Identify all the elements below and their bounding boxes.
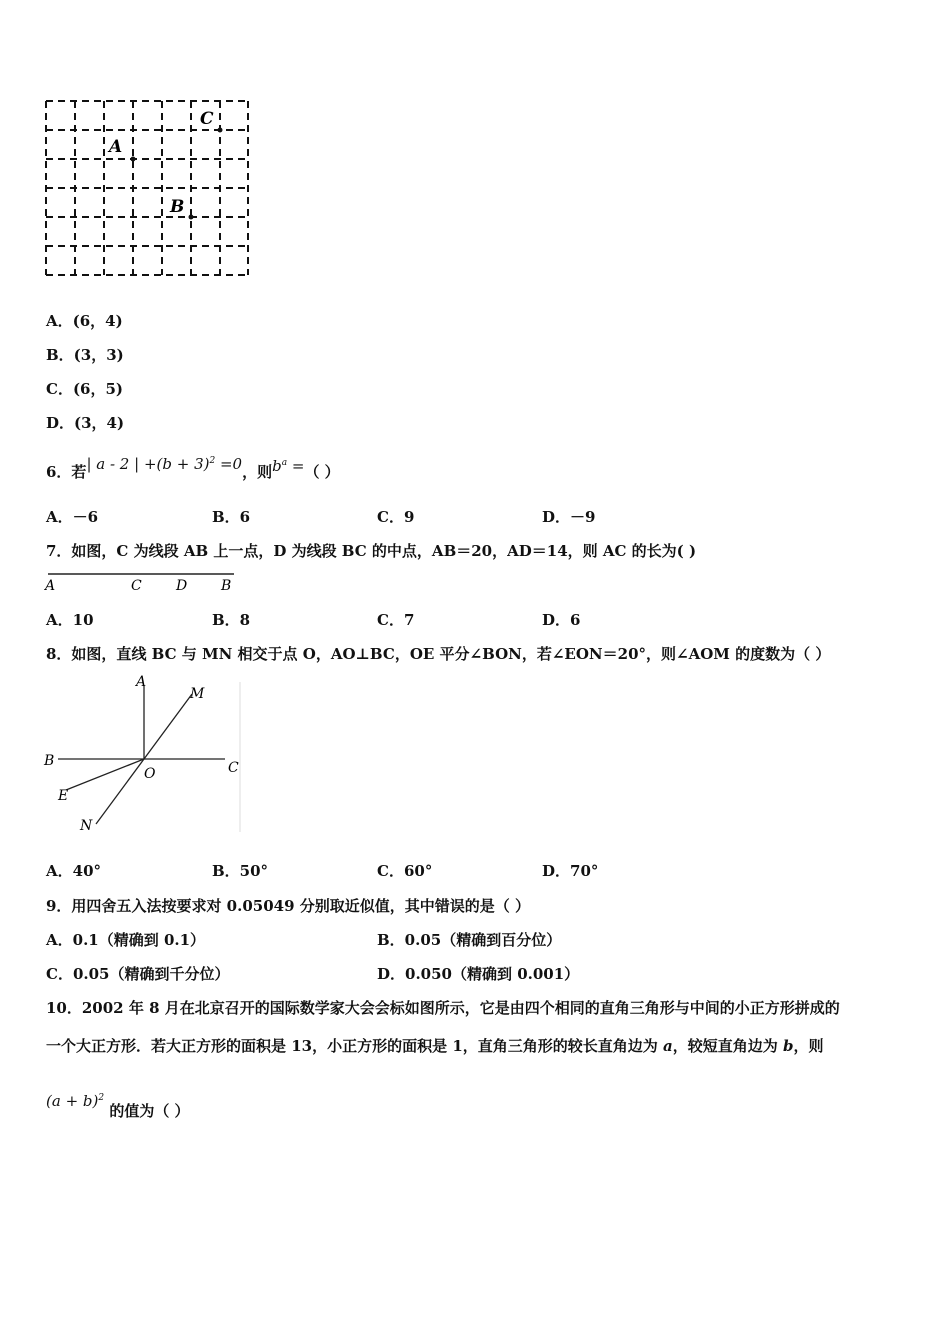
q6-mid: ，则 <box>242 463 273 481</box>
q6-option-c: C．9 <box>377 508 415 526</box>
q10-expr-exponent: 2 <box>98 1093 105 1103</box>
q10-tail: 的值为（ ） <box>104 1102 190 1120</box>
q7-option-d: D．6 <box>542 611 581 629</box>
q6-expr-body: | a - 2 | +(b + 3) <box>86 455 210 473</box>
label-b: B <box>170 197 185 217</box>
q9-option-b: B．0.05（精确到百分位） <box>377 931 562 949</box>
q8-option-a: A．40° <box>46 862 102 880</box>
q8-label-c: C <box>228 760 239 776</box>
q10-line3 <box>46 1092 190 1120</box>
q8-label-o: O <box>144 766 156 782</box>
q6-expr-tail: =0 <box>215 455 243 473</box>
q10-line2-text-c: ，则 <box>793 1037 824 1055</box>
q8-option-b: B．50° <box>212 862 269 880</box>
q8-label-b: B <box>44 753 55 769</box>
q10-line2-text-a: 一个大正方形．若大正方形的面积是 13，小正方形的面积是 1，直角三角形的较长直角边为 <box>46 1037 663 1055</box>
q5-option-d: D．(3，4) <box>46 414 125 432</box>
q10-line2-text-b: ，较短直角边为 <box>672 1037 783 1055</box>
q5-option-c: C．(6，5) <box>46 380 124 398</box>
grid-figure <box>40 95 255 285</box>
q6-option-b: B．6 <box>212 508 251 526</box>
q9-option-d: D．0.050（精确到 0.001） <box>377 965 580 983</box>
q8-label-a: A <box>136 674 147 690</box>
q7-label-d: D <box>176 578 188 594</box>
label-a: A <box>109 137 123 157</box>
q7-option-a: A．10 <box>46 611 94 629</box>
q7-stem: 7．如图，C 为线段 AB 上一点，D 为线段 BC 的中点，AB＝20，AD＝14，则 AC 的长为( ) <box>46 542 697 560</box>
point-a <box>131 157 136 162</box>
q6-suffix: （ ） <box>304 463 340 481</box>
q8-angle-figure <box>40 672 250 837</box>
q6-prefix: 6．若 <box>46 463 87 481</box>
q8-label-e: E <box>58 788 69 804</box>
q7-segment-figure <box>42 568 242 596</box>
q5-option-a: A．(6，4) <box>46 312 123 330</box>
q10-var-a: a <box>662 1037 673 1055</box>
q7-option-b: B．8 <box>212 611 251 629</box>
q7-label-a: A <box>45 578 56 594</box>
label-c: C <box>200 109 214 129</box>
q9-option-a: A．0.1（精确到 0.1） <box>46 931 206 949</box>
point-c <box>218 128 223 133</box>
q10-expr-body: (a + b) <box>46 1092 99 1110</box>
q6-power-base: b <box>272 457 282 475</box>
q6-option-d: D．－9 <box>542 508 596 526</box>
q7-label-c: C <box>131 578 142 594</box>
q8-option-d: D．70° <box>542 862 599 880</box>
q8-option-c: C．60° <box>377 862 433 880</box>
q10-expression <box>46 1092 104 1110</box>
q10-var-b: b <box>782 1037 794 1055</box>
q10-line1: 10．2002 年 8 月在北京召开的国际数学家大会会标如图所示，它是由四个相同的直角三角形与中间的小正方形拼成的 <box>46 999 840 1017</box>
q9-stem: 9．用四舍五入法按要求对 0.05049 分别取近似值，其中错误的是（ ） <box>46 897 530 915</box>
point-b <box>189 215 194 220</box>
q8-stem: 8．如图，直线 BC 与 MN 相交于点 O，AO⊥BC，OE 平分∠BON，若∠EON＝20°，则∠AOM 的度数为（ ） <box>46 645 831 663</box>
q6-power-exponent: a <box>281 458 288 468</box>
q9-option-c: C．0.05（精确到千分位） <box>46 965 230 983</box>
q8-label-m: M <box>190 686 205 702</box>
q5-option-b: B．(3，3) <box>46 346 124 364</box>
q6-expr-exponent: 2 <box>209 456 216 466</box>
q7-option-c: C．7 <box>377 611 415 629</box>
q7-label-b: B <box>221 578 232 594</box>
q8-label-n: N <box>80 818 93 834</box>
q6-stem <box>46 455 340 482</box>
q6-power <box>272 457 304 475</box>
q6-expression <box>86 455 242 473</box>
q6-equals: = <box>287 457 305 475</box>
q6-option-a: A．－6 <box>46 508 99 526</box>
q10-line2 <box>46 1036 823 1056</box>
